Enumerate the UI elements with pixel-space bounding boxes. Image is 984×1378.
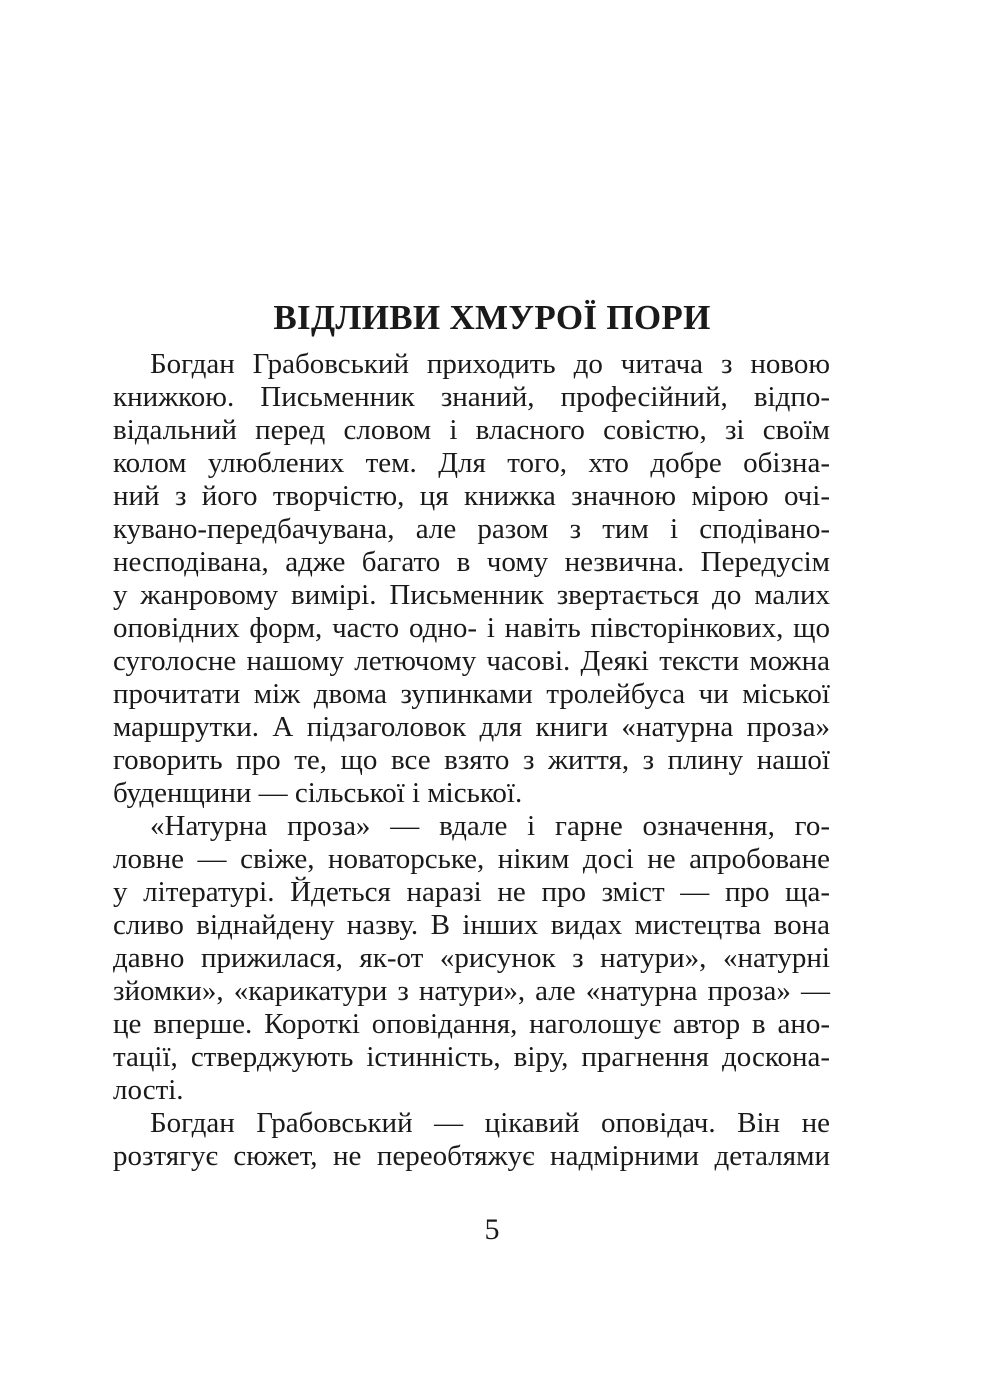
text-line: у літературі. Йдеться наразі не про зміст — про ща- (113, 876, 830, 908)
text-line: оповідних форм, часто одно- і навіть півсторінкових, що (113, 612, 830, 644)
text-line: говорить про те, що все взято з життя, з плину нашої (113, 744, 830, 776)
text-line: відальний перед словом і власного совістю, зі своїм (113, 414, 830, 446)
text-line: суголосне нашому летючому часові. Деякі тексти можна (113, 645, 830, 677)
text-line: сливо віднайдену назву. В інших видах мистецтва вона (113, 909, 830, 941)
text-line: маршрутки. А підзаголовок для книги «натурна проза» (113, 711, 830, 743)
text-line: у жанровому вимірі. Письменник звертається до малих (113, 579, 830, 611)
text-line: прочитати між двома зупинками тролейбуса чи міської (113, 678, 830, 710)
text-line: книжкою. Письменник знаний, професійний, відпо- (113, 381, 830, 413)
text-line: зйомки», «карикатури з натури», але «натурна проза» — (113, 975, 830, 1007)
text-line: тації, стверджують істинність, віру, прагнення доскона- (113, 1041, 830, 1073)
text-line: давно прижилася, як-от «рисунок з натури», «натурні (113, 942, 830, 974)
text-line: ний з його творчістю, ця книжка значною мірою очі- (113, 480, 830, 512)
text-line: це вперше. Короткі оповідання, наголошує автор в ано- (113, 1008, 830, 1040)
text-line: ловне — свіже, новаторське, ніким досі не апробоване (113, 843, 830, 875)
text-line: колом улюблених тем. Для того, хто добре обізна- (113, 447, 830, 479)
text-line: Богдан Грабовський приходить до читача з новою (150, 348, 830, 380)
text-line: лості. (113, 1074, 184, 1106)
page-number: 5 (484, 1213, 500, 1246)
body-text (113, 348, 830, 1173)
text-line: несподівана, адже багато в чому незвична. Передусім (113, 546, 830, 578)
text-line: розтягує сюжет, не переобтяжує надмірними деталями (113, 1140, 830, 1172)
chapter-title: ВІДЛИВИ ХМУРОЇ ПОРИ (273, 298, 711, 337)
text-line: Богдан Грабовський — цікавий оповідач. Він не (150, 1107, 830, 1139)
text-line: буденщини — сільської і міської. (113, 777, 523, 809)
text-line: «Натурна проза» — вдале і гарне означення, го- (150, 810, 830, 842)
text-line: кувано-передбачувана, але разом з тим і сподівано- (113, 513, 830, 545)
